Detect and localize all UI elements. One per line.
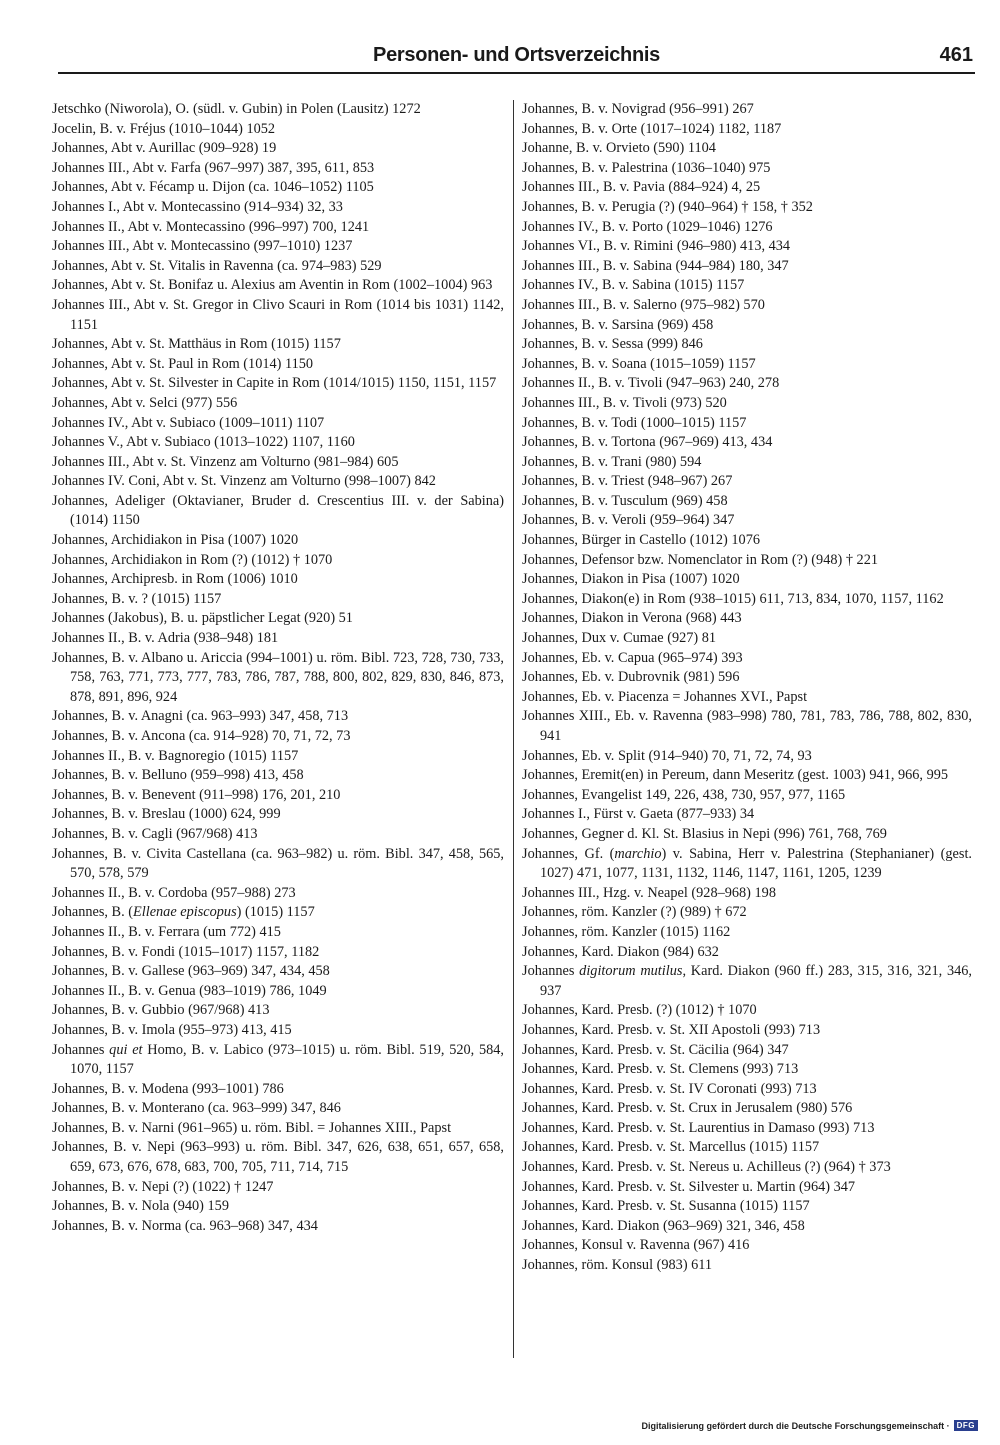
index-entry: Johannes, B. v. Monterano (ca. 963–999) 347, 846: [52, 1100, 341, 1117]
index-entry: Johannes III., Abt v. St. Vinzenz am Volturno (981–984) 605: [52, 453, 399, 470]
index-entry: Johannes, Abt v. St. Bonifaz u. Alexius am Aventin in Rom (1002–1004) 963: [52, 277, 493, 294]
index-entry: Johannes, B. v. Todi (1000–1015) 1157: [522, 414, 747, 431]
index-entry: Johannes, Abt v. St. Matthäus in Rom (1015) 1157: [52, 336, 341, 353]
index-entry: Johannes, Kard. Presb. v. St. Marcellus (1015) 1157: [522, 1139, 820, 1156]
index-entry: Johannes, Kard. Presb. v. St. Clemens (993) 713: [522, 1061, 799, 1078]
index-entry: Johannes, Diakon in Verona (968) 443: [522, 610, 742, 627]
index-entry: Johannes, Defensor bzw. Nomenclator in Rom (?) (948) † 221: [522, 551, 879, 568]
index-entry: Johannes III., Abt v. St. Gregor in Clivo Scauri in Rom (1014 bis 1031) 1142, 1151: [52, 296, 504, 333]
index-entry: Johannes IV. Coni, Abt v. St. Vinzenz am Volturno (998–1007) 842: [52, 473, 436, 490]
index-entry: Johannes III., Abt v. Montecassino (997–1010) 1237: [52, 238, 353, 255]
index-entry: Johannes, röm. Kanzler (1015) 1162: [522, 923, 731, 940]
index-entry: Johannes, röm. Konsul (983) 611: [522, 1257, 713, 1274]
index-entry: Johannes, Eb. v. Split (914–940) 70, 71, 72, 74, 93: [522, 747, 812, 764]
index-entry: Johannes II., B. v. Ferrara (um 772) 415: [52, 923, 281, 940]
index-entry: Johannes, Kard. Presb. v. St. Silvester u. Martin (964) 347: [522, 1178, 856, 1195]
index-entry: Johannes III., Abt v. Farfa (967–997) 387, 395, 611, 853: [52, 159, 375, 176]
index-entry: Johannes, Gegner d. Kl. St. Blasius in Nepi (996) 761, 768, 769: [522, 825, 887, 842]
index-entry: Johannes III., B. v. Tivoli (973) 520: [522, 394, 727, 411]
index-entry: Johannes, B. v. Albano u. Ariccia (994–1001) u. röm. Bibl. 723, 728, 730, 733, 758, 763, 771, 773, 777, 783, 786, 787, 788, 800, 802, 829, 830, 846, 873, 878, 891, 896, 924: [52, 649, 504, 705]
index-entry: Johannes digitorum mutilus, Kard. Diakon (960 ff.) 283, 315, 316, 321, 346, 937: [522, 963, 972, 999]
index-entry: Johannes, Kard. Diakon (984) 632: [522, 943, 719, 960]
index-entry: Johannes, B. v. Fondi (1015–1017) 1157, 1182: [52, 943, 320, 960]
index-entry: Johannes, B. v. ? (1015) 1157: [52, 590, 222, 607]
footer-text: Digitalisierung gefördert durch die Deutsche Forschungsgemeinschaft ·: [641, 1420, 950, 1431]
footer-credit: [642, 1420, 978, 1431]
index-entry: Johannes, Kard. Presb. v. St. Laurentius in Damaso (993) 713: [522, 1119, 875, 1136]
index-entry: Johannes, B. v. Nepi (?) (1022) † 1247: [52, 1178, 274, 1195]
index-entry: Johannes III., Hzg. v. Neapel (928–968) 198: [522, 884, 776, 901]
index-entry: Johannes, B. v. Nepi (963–993) u. röm. Bibl. 347, 626, 638, 651, 657, 658, 659, 673, 676, 678, 683, 700, 705, 711, 714, 715: [52, 1139, 504, 1176]
index-entry: Jetschko (Niworola), O. (südl. v. Gubin) in Polen (Lausitz) 1272: [52, 101, 421, 117]
index-entry: Johannes II., Abt v. Montecassino (996–997) 700, 1241: [52, 218, 370, 235]
index-entry: Johanne, B. v. Orvieto (590) 1104: [522, 140, 716, 157]
index-entry: Johannes, Abt v. St. Silvester in Capite in Rom (1014/1015) 1150, 1151, 1157: [52, 375, 497, 392]
index-entry: Johannes, Abt v. Fécamp u. Dijon (ca. 1046–1052) 1105: [52, 179, 374, 196]
index-entry: Johannes XIII., Eb. v. Ravenna (983–998) 780, 781, 783, 786, 788, 802, 830, 941: [522, 708, 972, 744]
index-entry: Johannes III., B. v. Pavia (884–924) 4, 25: [522, 179, 761, 196]
index-entry: Johannes, B. v. Cagli (967/968) 413: [52, 825, 258, 842]
column-divider: [513, 100, 514, 1358]
page-title: Personen- und Ortsverzeichnis: [373, 44, 660, 66]
dfg-logo: DFG: [954, 1420, 978, 1431]
index-entry: Johannes IV., B. v. Porto (1029–1046) 1276: [522, 218, 773, 235]
index-entry: Johannes, Adeliger (Oktavianer, Bruder d. Crescentius III. v. der Sabina) (1014) 1150: [52, 492, 504, 529]
index-entry: Johannes, B. v. Narni (961–965) u. röm. Bibl. = Johannes XIII., Papst: [52, 1119, 452, 1136]
index-entry: Johannes, Konsul v. Ravenna (967) 416: [522, 1237, 750, 1254]
index-entry: Johannes II., B. v. Bagnoregio (1015) 1157: [52, 747, 299, 764]
index-entry: Johannes VI., B. v. Rimini (946–980) 413, 434: [522, 238, 791, 255]
index-entry: Johannes, B. v. Sarsina (969) 458: [522, 316, 714, 333]
index-entry: Johannes, B. v. Veroli (959–964) 347: [522, 512, 735, 529]
index-entry: Johannes, Evangelist 149, 226, 438, 730, 957, 977, 1165: [522, 786, 846, 803]
index-entry: Johannes, Abt v. Aurillac (909–928) 19: [52, 140, 277, 157]
index-entry: Johannes, Eb. v. Dubrovnik (981) 596: [522, 669, 740, 686]
index-entry: Johannes III., B. v. Salerno (975–982) 570: [522, 296, 765, 313]
index-entry: Johannes, Diakon(e) in Rom (938–1015) 611, 713, 834, 1070, 1157, 1162: [522, 590, 944, 607]
index-entry: Johannes, B. v. Modena (993–1001) 786: [52, 1080, 284, 1097]
index-entry: Johannes II., B. v. Cordoba (957–988) 273: [52, 884, 296, 901]
index-entry: Johannes, Kard. Diakon (963–969) 321, 346, 458: [522, 1217, 805, 1234]
index-entry: Johannes, Kard. Presb. (?) (1012) † 1070: [522, 1002, 757, 1019]
index-entry: Johannes, Kard. Presb. v. St. Susanna (1015) 1157: [522, 1198, 810, 1215]
index-entry: Johannes, Archidiakon in Rom (?) (1012) † 1070: [52, 551, 333, 568]
index-entry: Johannes IV., B. v. Sabina (1015) 1157: [522, 277, 745, 294]
index-entry: Johannes II., B. v. Genua (983–1019) 786, 1049: [52, 982, 327, 999]
index-entry: Johannes, Abt v. St. Vitalis in Ravenna (ca. 974–983) 529: [52, 257, 382, 274]
index-entry: Johannes, B. v. Novigrad (956–991) 267: [522, 101, 754, 117]
index-entry: Johannes, B. v. Norma (ca. 963–968) 347, 434: [52, 1217, 318, 1234]
index-entry: Johannes (Jakobus), B. u. päpstlicher Legat (920) 51: [52, 610, 353, 627]
index-entry: Johannes, Kard. Presb. v. St. Cäcilia (964) 347: [522, 1041, 789, 1058]
index-entry: Johannes I., Fürst v. Gaeta (877–933) 34: [522, 806, 755, 823]
index-entry: Johannes, Archipresb. in Rom (1006) 1010: [52, 571, 298, 588]
index-column-right: [522, 100, 972, 1276]
index-entry: Johannes, Diakon in Pisa (1007) 1020: [522, 571, 740, 588]
index-entry: Johannes, Eb. v. Piacenza = Johannes XVI., Papst: [522, 688, 808, 705]
index-entry: Johannes, B. v. Trani (980) 594: [522, 453, 702, 470]
index-entry: Johannes, B. v. Anagni (ca. 963–993) 347, 458, 713: [52, 708, 349, 725]
index-entry: Jocelin, B. v. Fréjus (1010–1044) 1052: [52, 120, 276, 137]
index-entry: Johannes, Kard. Presb. v. St. Crux in Jerusalem (980) 576: [522, 1100, 853, 1117]
index-entry: Johannes, Abt v. St. Paul in Rom (1014) 1150: [52, 355, 314, 372]
index-entry: Johannes, B. v. Perugia (?) (940–964) † 158, † 352: [522, 198, 813, 215]
index-entry: Johannes, Eremit(en) in Pereum, dann Meseritz (gest. 1003) 941, 966, 995: [522, 767, 949, 784]
index-entry: Johannes, B. v. Orte (1017–1024) 1182, 1187: [522, 120, 782, 137]
index-entry: Johannes V., Abt v. Subiaco (1013–1022) 1107, 1160: [52, 434, 355, 451]
index-entry: Johannes II., B. v. Tivoli (947–963) 240, 278: [522, 375, 780, 392]
page-header: [58, 38, 975, 74]
index-entry: Johannes, B. v. Imola (955–973) 413, 415: [52, 1021, 292, 1038]
index-entry: Johannes, B. v. Breslau (1000) 624, 999: [52, 806, 281, 823]
index-entry: Johannes, B. v. Gubbio (967/968) 413: [52, 1002, 270, 1019]
index-entry: Johannes, Dux v. Cumae (927) 81: [522, 630, 717, 647]
index-entry: Johannes, Archidiakon in Pisa (1007) 1020: [52, 532, 299, 549]
index-entry: Johannes, B. v. Belluno (959–998) 413, 458: [52, 767, 304, 784]
index-entry: Johannes, B. v. Nola (940) 159: [52, 1198, 229, 1215]
index-entry: Johannes II., B. v. Adria (938–948) 181: [52, 630, 279, 647]
index-entry: Johannes, B. v. Soana (1015–1059) 1157: [522, 355, 756, 372]
index-column-left: [52, 100, 504, 1236]
index-entry: Johannes, B. v. Triest (948–967) 267: [522, 473, 733, 490]
index-entry: Johannes III., B. v. Sabina (944–984) 180, 347: [522, 257, 789, 274]
index-entry: Johannes, Kard. Presb. v. St. XII Apostoli (993) 713: [522, 1021, 821, 1038]
index-entry: Johannes, B. v. Tortona (967–969) 413, 434: [522, 434, 773, 451]
index-entry: Johannes, B. v. Gallese (963–969) 347, 434, 458: [52, 963, 330, 980]
index-entry: Johannes, röm. Kanzler (?) (989) † 672: [522, 904, 747, 921]
index-entry: Johannes IV., Abt v. Subiaco (1009–1011) 1107: [52, 414, 325, 431]
index-entry: Johannes, Bürger in Castello (1012) 1076: [522, 532, 760, 549]
index-entry: Johannes, Gf. (marchio) v. Sabina, Herr v. Palestrina (Stephanianer) (gest. 1027) 471, 1077, 1131, 1132, 1146, 1147, 1161, 1205, 1239: [522, 845, 972, 882]
index-entry: Johannes, Kard. Presb. v. St. IV Coronati (993) 713: [522, 1080, 817, 1097]
index-entry: Johannes, B. (Ellenae episcopus) (1015) 1157: [52, 904, 315, 921]
index-entry: Johannes, B. v. Civita Castellana (ca. 963–982) u. röm. Bibl. 347, 458, 565, 570, 578, 579: [52, 845, 504, 882]
index-entry: Johannes I., Abt v. Montecassino (914–934) 32, 33: [52, 198, 343, 215]
index-entry: Johannes, B. v. Benevent (911–998) 176, 201, 210: [52, 786, 341, 803]
index-entry: Johannes, B. v. Ancona (ca. 914–928) 70, 71, 72, 73: [52, 728, 351, 744]
index-entry: Johannes, Eb. v. Capua (965–974) 393: [522, 649, 743, 666]
index-entry: Johannes qui et Homo, B. v. Labico (973–1015) u. röm. Bibl. 519, 520, 584, 1070, 1157: [52, 1041, 504, 1078]
index-entry: Johannes, B. v. Palestrina (1036–1040) 975: [522, 159, 771, 176]
index-entry: Johannes, B. v. Sessa (999) 846: [522, 336, 703, 353]
index-entry: Johannes, Kard. Presb. v. St. Nereus u. Achilleus (?) (964) † 373: [522, 1159, 891, 1176]
index-entry: Johannes, B. v. Tusculum (969) 458: [522, 492, 728, 509]
index-entry: Johannes, Abt v. Selci (977) 556: [52, 394, 238, 411]
page-number: 461: [939, 44, 973, 66]
